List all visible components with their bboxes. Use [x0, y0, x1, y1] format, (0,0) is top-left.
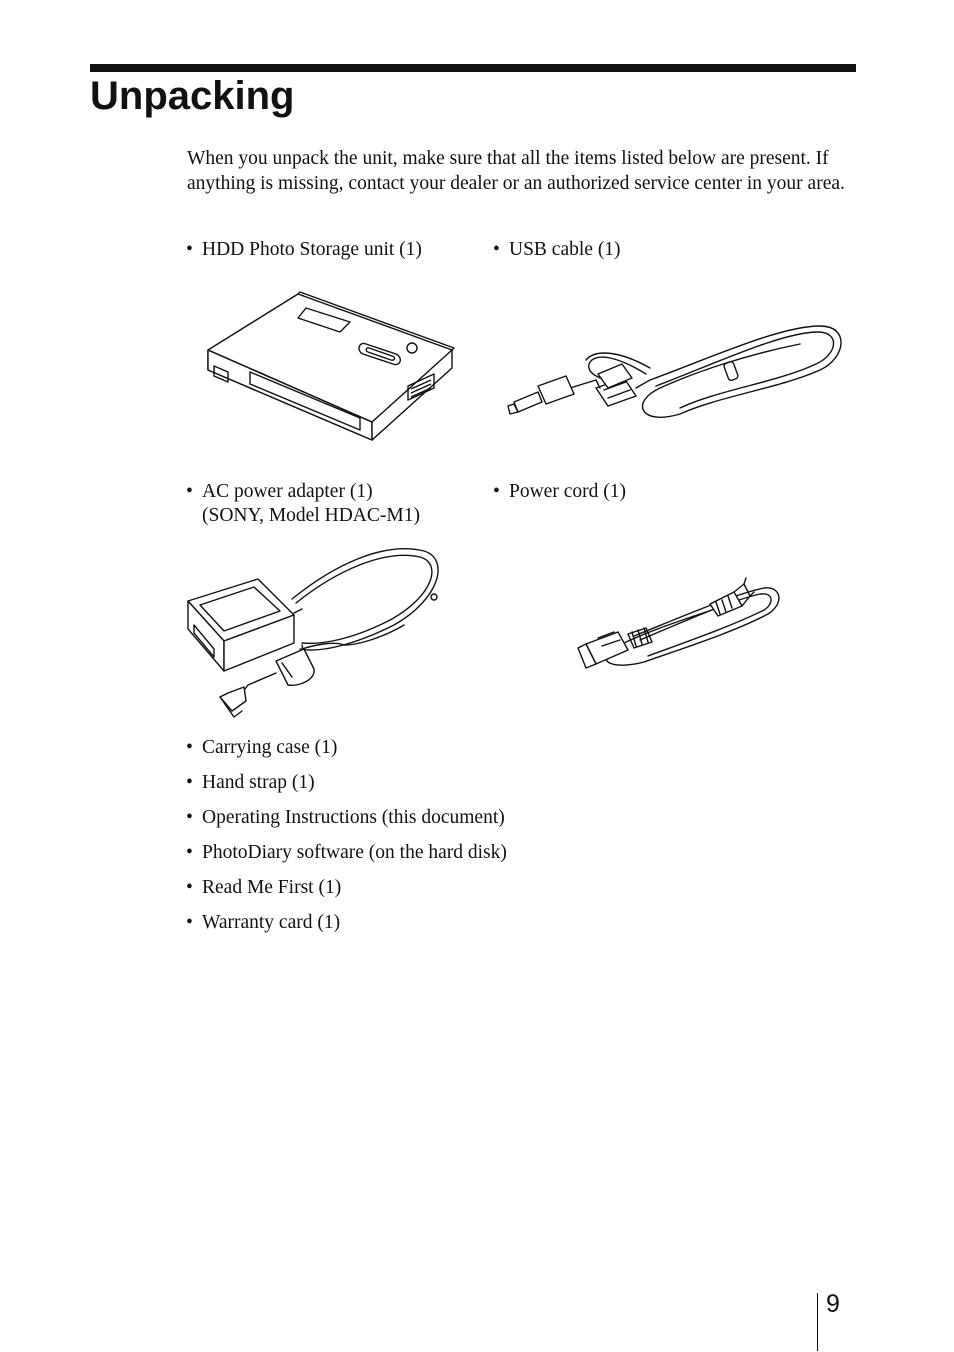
- item-model: (SONY, Model HDAC-M1): [202, 505, 420, 526]
- item-label: Warranty card (1): [202, 912, 341, 933]
- item-usb-cable: [493, 238, 621, 262]
- ac-adapter-illustration: [184, 545, 444, 725]
- page-number: 9: [826, 1290, 840, 1318]
- item-label: Read Me First (1): [202, 877, 342, 898]
- bullet: •: [186, 239, 193, 260]
- page-number-rule: [817, 1293, 818, 1351]
- page-title: Unpacking: [90, 74, 295, 118]
- other-items-list: [186, 736, 507, 946]
- intro-paragraph: When you unpack the unit, make sure that all the items listed below are present. If anything is missing, contact your dealer or an authorized service center in your area.: [187, 148, 845, 194]
- item-label: AC power adapter (1): [202, 481, 373, 502]
- list-item: [186, 771, 507, 806]
- item-label: PhotoDiary software (on the hard disk): [202, 842, 507, 863]
- item-label: HDD Photo Storage unit (1): [202, 239, 422, 260]
- item-ac-adapter: [186, 480, 420, 528]
- bullet: •: [186, 481, 193, 502]
- usb-cable-illustration: [500, 318, 846, 426]
- item-label: Carrying case (1): [202, 737, 338, 758]
- item-power-cord: [493, 480, 626, 504]
- bullet: •: [186, 772, 193, 793]
- bullet: •: [493, 239, 500, 260]
- list-item: [186, 806, 507, 841]
- bullet: •: [186, 912, 193, 933]
- item-label: USB cable (1): [509, 239, 621, 260]
- bullet: •: [186, 807, 193, 828]
- bullet: •: [186, 842, 193, 863]
- bullet: •: [186, 877, 193, 898]
- list-item: [186, 841, 507, 876]
- hdd-unit-illustration: [200, 288, 462, 448]
- list-item: [186, 911, 507, 946]
- list-item: [186, 736, 507, 771]
- bullet: •: [493, 481, 500, 502]
- list-item: [186, 876, 507, 911]
- power-cord-illustration: [574, 574, 784, 672]
- item-label: Power cord (1): [509, 481, 626, 502]
- item-label: Hand strap (1): [202, 772, 315, 793]
- bullet: •: [186, 737, 193, 758]
- item-label: Operating Instructions (this document): [202, 807, 505, 828]
- item-hdd-unit: [186, 238, 422, 262]
